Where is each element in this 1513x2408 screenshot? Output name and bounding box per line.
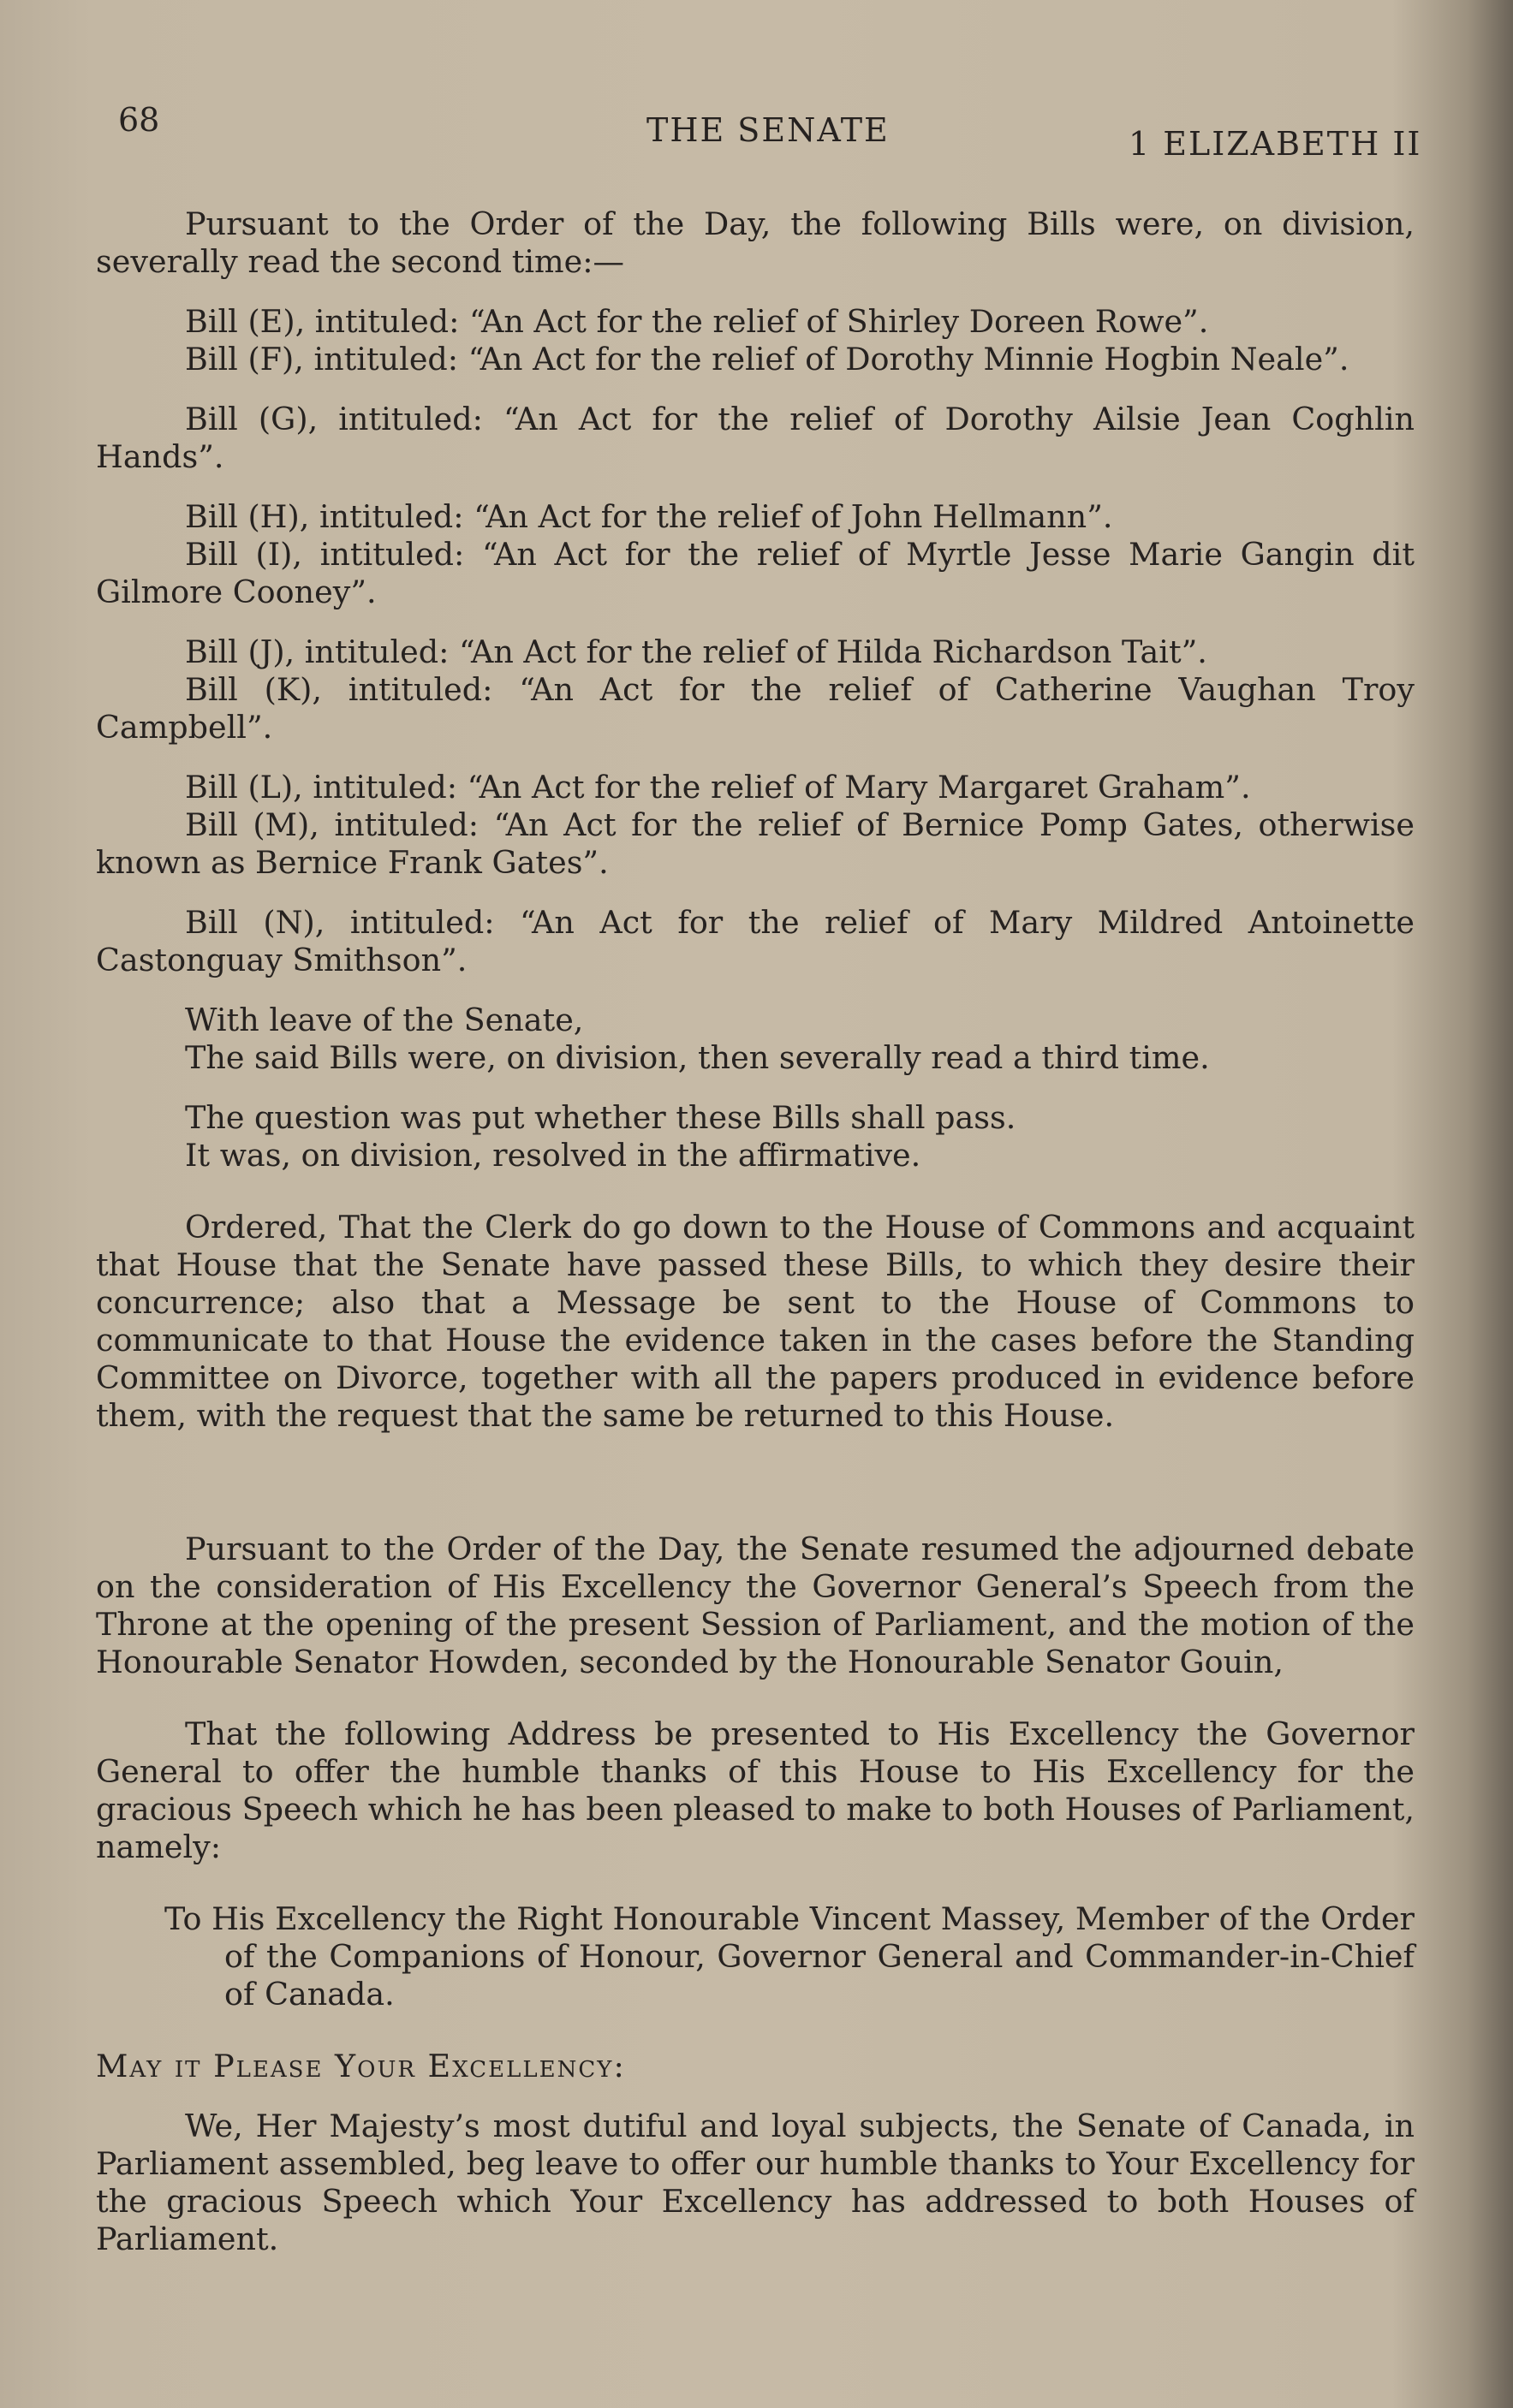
running-date: 1 ELIZABETH II: [1129, 125, 1422, 163]
second-reading-paragraph: Pursuant to the Order of the Day, the following Bills were, on division, severally read the second time:—: [96, 205, 1415, 280]
thanks-paragraph: We, Her Majesty’s most dutiful and loyal subjects, the Senate of Canada, in Parliament assembled, beg leave to offer our humble thanks to Your Excellency for the gracious Speech which Your Excellency has addressed to both Houses of Parliament.: [96, 2108, 1415, 2257]
body-text: [96, 205, 1415, 2258]
salutation: May it Please Your Excellency:: [96, 2048, 626, 2084]
bill-k: Bill (K), intituled: “An Act for the relief of Catherine Vaughan Troy Campbell”.: [96, 671, 1415, 746]
running-header: [0, 101, 1513, 169]
bill-l: Bill (L), intituled: “An Act for the relief of Mary Margaret Graham”.: [185, 769, 1251, 806]
bill-m: Bill (M), intituled: “An Act for the relief of Bernice Pomp Gates, otherwise known as Bernice Frank Gates”.: [96, 806, 1415, 881]
address-paragraph: That the following Address be presented to His Excellency the Governor General to offer the humble thanks of this House to His Excellency for the gracious Speech which he has been pleased to make to both Houses of Parliament, namely:: [96, 1715, 1415, 1865]
leave-line: With leave of the Senate,: [185, 1002, 584, 1038]
third-reading-line: The said Bills were, on division, then severally read a third time.: [185, 1039, 1210, 1076]
bill-g: Bill (G), intituled: “An Act for the relief of Dorothy Ailsie Jean Coghlin Hands”.: [96, 401, 1415, 475]
bill-e: Bill (E), intituled: “An Act for the relief of Shirley Doreen Rowe”.: [185, 303, 1209, 340]
address-recipient: To His Excellency the Right Honourable Vincent Massey, Member of the Order of the Companions of Honour, Governor General and Commander-in-Chief of Canada.: [164, 1900, 1415, 2013]
bill-h: Bill (H), intituled: “An Act for the relief of John Hellmann”.: [185, 498, 1113, 535]
bill-f: Bill (F), intituled: “An Act for the relief of Dorothy Minnie Hogbin Neale”.: [185, 341, 1349, 378]
resolved-line: It was, on division, resolved in the affirmative.: [185, 1137, 921, 1174]
running-title: THE SENATE: [646, 111, 890, 149]
question-line: The question was put whether these Bills shall pass.: [185, 1099, 1016, 1136]
ordered-paragraph: Ordered, That the Clerk do go down to the House of Commons and acquaint that House that the Senate have passed these Bills, to which they desire their concurrence; also that a Message be sent to the House of Commons to communicate to that House the evidence taken in the cases before the Standing Committee on Divorce, together with all the papers produced in evidence before them, with the request that the same be returned to this House.: [96, 1209, 1415, 1434]
bill-i: Bill (I), intituled: “An Act for the relief of Myrtle Jesse Marie Gangin dit Gilmore Cooney”.: [96, 536, 1415, 610]
debate-paragraph: Pursuant to the Order of the Day, the Senate resumed the adjourned debate on the consideration of His Excellency the Governor General’s Speech from the Throne at the opening of the present Session of Parliament, and the motion of the Honourable Senator Howden, seconded by the Honourable Senator Gouin,: [96, 1531, 1415, 1680]
bill-j: Bill (J), intituled: “An Act for the relief of Hilda Richardson Tait”.: [185, 633, 1207, 670]
bill-n: Bill (N), intituled: “An Act for the relief of Mary Mildred Antoinette Castonguay Smithson”.: [96, 904, 1415, 978]
page-number: 68: [118, 101, 160, 139]
